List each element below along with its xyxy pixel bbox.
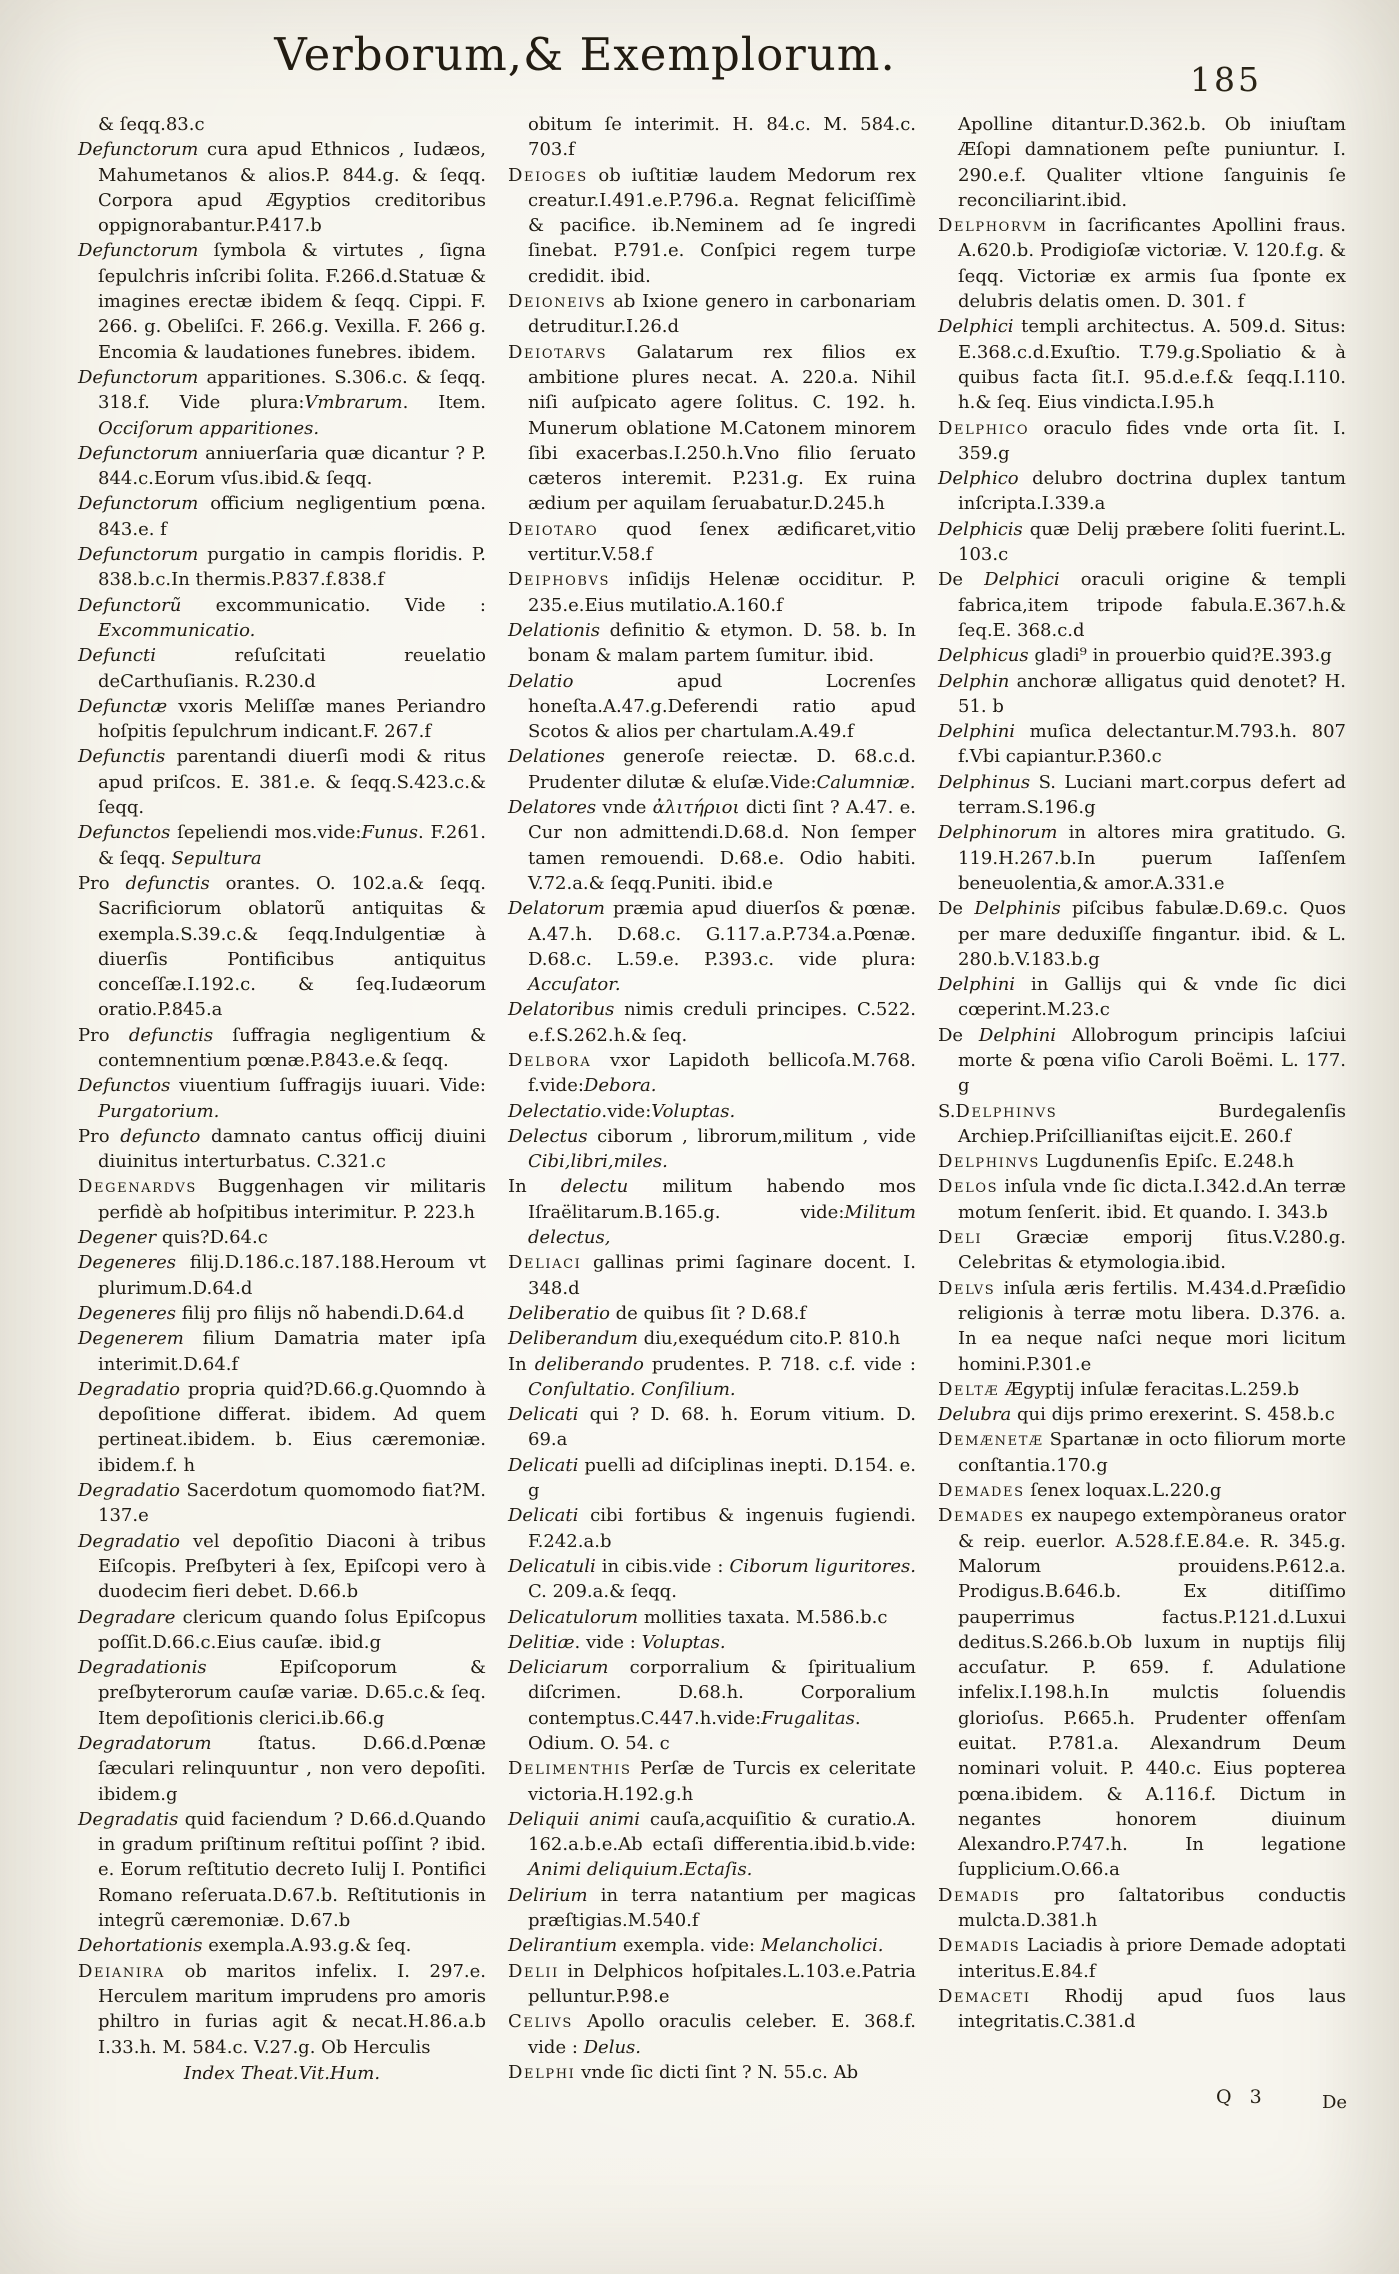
index-entry: Delos inſula vnde ſic dicta.I.342.d.An terræ motum ſenſerit. ibid. Et quando. I. 343.b	[938, 1176, 1346, 1223]
index-entry: Pro defunctis ſuffragia negligentium & contemnentium pœnæ.P.843.e.& ſeqq.	[78, 1024, 487, 1071]
index-entry: Delphico oraculo fides vnde orta ſit. I. 359.g	[938, 417, 1346, 464]
index-entry: Demadis pro ſaltatoribus conductis mulcta.D.381.h	[938, 1884, 1346, 1932]
running-title: Verborum,& Exemplorum.	[274, 28, 896, 81]
signature-mark: Q 3	[1216, 2086, 1268, 2108]
index-entry: Deliberatio de quibus ſit ? D.68.f	[508, 1302, 807, 1324]
index-entry: Defunctis parentandi diuerſi modi & ritus apud priſcos. E. 381.e. & ſeqq.S.423.c.& ſeqq.	[78, 746, 486, 819]
index-entry: De Delphici oraculi origine & templi fabrica,item tripode fabula.E.367.h.& ſeq.E. 368.c.d	[938, 569, 1346, 641]
index-entry: Pro defuncto damnato cantus officij diuini diuinitus interturbatus. C.321.c	[78, 1125, 486, 1173]
index-entry: Delphicus gladi⁹ in prouerbio quid?E.393.g	[938, 645, 1332, 667]
index-entry: Degenerem filium Damatria mater ipſa interimit.D.64.f	[78, 1328, 486, 1375]
index-entry: Delationis definitio & etymon. D. 58. b. In bonam & malam partem ſumitur. ibid.	[508, 619, 916, 667]
index-entry: obitum ſe interimit. H. 84.c. M. 584.c. 703.f	[528, 114, 916, 161]
index-entry: Deltæ Ægyptij inſulæ feracitas.L.259.b	[938, 1378, 1300, 1400]
index-entry: & ſeqq.83.c	[98, 114, 205, 135]
index-entry: Delicatuli in cibis.vide : Ciborum liguritores. C. 209.a.& ſeqq.	[508, 1555, 916, 1603]
index-entry: Deioges ob iuſtitiæ laudem Medorum rex creatur.I.491.e.P.796.a. Regnat feliciſſimè & pacifice. ib.Neminem ad ſe ingredi ſinebat. P.791.e. Conſpici regem turpe credidit. ibid.	[508, 164, 916, 287]
index-entry: Degener quis?D.64.c	[78, 1227, 268, 1249]
index-entry: Delbora vxor Lapidoth bellicoſa.M.768. f.vide:Debora.	[508, 1049, 916, 1097]
index-entry: Defunctorum cura apud Ethnicos , Iudæos, Mahumetanos & alios.P. 844.g. & ſeqq. Corpora apud Ægyptios creditoribus oppignorabantur.P.417.b	[78, 139, 486, 237]
page-number: 185	[1190, 60, 1262, 99]
index-column-2	[508, 112, 916, 2104]
index-entry: Deianira ob maritos infelix. I. 297.e. Herculem maritum imprudens pro amoris philtro in furias agit & necat.H.86.a.b I.33.h. M. 584.c. V.27.g. Ob Herculis	[78, 1960, 486, 2058]
index-entry: Degradationis Epiſcoporum & preſbyterorum cauſæ variæ. D.65.c.& ſeq. Item depoſitionis clerici.ib.66.g	[78, 1657, 486, 1729]
index-entry: Deiotarvs Galatarum rex filios ex ambitione plures necat. A. 220.a. Nihil niſi auſpicato agere ſolitus. C. 192. h. Munerum oblatione M.Catonem minorem ſibi exacerbas.I.250.h.Vno filio ſeruato cæteros interemit. P.231.g. Ex ruina ædium per aquilam ſeruabatur.D.245.h	[508, 341, 916, 515]
index-entry: In deliberando prudentes. P. 718. c.f. vide : Conſultatio. Conſilium.	[508, 1353, 916, 1400]
index-entry: Delirium in terra natantium per magicas præſtigias.M.540.f	[508, 1884, 916, 1932]
index-entry: In delectu militum habendo mos Iſraëlitarum.B.165.g. vide:Militum delectus,	[508, 1176, 916, 1249]
index-entry: Delphini muſica delectantur.M.793.h. 807 f.Vbi capiantur.P.360.c	[938, 721, 1346, 768]
index-entry: Delii in Delphicos hoſpitales.L.103.e.Patria pelluntur.P.98.e	[508, 1960, 916, 2007]
index-entry: Delimenthis Perſæ de Turcis ex celeritate victoria.H.192.g.h	[508, 1758, 916, 1805]
index-entry: Deliberandum diu,exequédum cito.P. 810.h	[508, 1328, 901, 1350]
index-entry: Demadis Laciadis à priore Demade adoptati interitus.E.84.f	[938, 1935, 1346, 1982]
index-entry: Delicati cibi fortibus & ingenuis fugiendi. F.242.a.b	[508, 1505, 916, 1552]
index-entry: Degradatis quid faciendum ? D.66.d.Quando in gradum priſtinum reſtitui poſſint ? ibid. e. Eorum reſtitutio decreto Iulij I. Pontifici Romano reſeruata.D.67.b. Reſtitutionis in integrũ cæremoniæ. D.67.b	[78, 1808, 486, 1932]
index-columns	[78, 112, 1346, 2104]
index-entry: Delphorvm in ſacrificantes Apollini fraus. A.620.b. Prodigioſæ victoriæ. V. 120.f.g. & ſeqq. Victoriæ ex armis ſua ſponte ex delubris delatis omen. D. 301. f	[938, 215, 1346, 313]
index-entry: Deioneivs ab Ixione genero in carbonariam detruditur.I.26.d	[508, 291, 916, 338]
index-entry: Delatores vnde ἀλιτήριοι dicti ſint ? A.47. e. Cur non admittendi.D.68.d. Non ſemper tamen remouendi. D.68.e. Odio habiti. V.72.a.& ſeqq.Puniti. ibid.e	[508, 797, 916, 894]
index-entry: Delphini in Gallijs qui & vnde ſic dici cœperint.M.23.c	[938, 974, 1346, 1021]
index-entry: Delatoribus nimis creduli principes. C.522. e.f.S.262.h.& ſeq.	[508, 999, 916, 1046]
index-entry: Defunctæ vxoris Meliſſæ manes Periandro hoſpitis ſepulchrum indicant.F. 267.f	[78, 695, 486, 743]
index-entry: Delationes generoſe reiectæ. D. 68.c.d. Prudenter dilutæ & eluſæ.Vide:Calumniæ.	[508, 746, 916, 793]
index-entry: Deliciarum corporralium & ſpiritualium diſcrimen. D.68.h. Corporalium contemptus.C.447.h.vide:Frugalitas. Odium. O. 54. c	[508, 1657, 916, 1754]
index-entry: Degradatio Sacerdotum quomomodo fiat?M. 137.e	[78, 1480, 486, 1527]
column1-footer-plate: Index Theat.Vit.Hum.	[183, 2062, 381, 2084]
index-entry: Delirantium exempla. vide: Melancholici.	[508, 1935, 884, 1957]
index-entry: Delicatulorum mollities taxata. M.586.b.c	[508, 1606, 888, 1628]
index-entry: Defunctorum officium negligentium pœna. 843.e. f	[78, 493, 486, 540]
index-entry: Delphinus S. Luciani mart.corpus defert ad terram.S.196.g	[938, 771, 1346, 819]
index-entry: Delatorum præmia apud diuerſos & pœnæ. A.47.h. D.68.c. G.117.a.P.734.a.Pœnæ. D.68.c. L.59.e. P.393.c. vide plura: Accuſator.	[508, 898, 916, 996]
index-entry: Defunctorum apparitiones. S.306.c. & ſeqq. 318.f. Vide plura:Vmbrarum. Item. Occiſorum apparitiones.	[78, 366, 486, 439]
index-entry: Delectus ciborum , librorum,militum , vide Cibi,libri,miles.	[508, 1125, 916, 1173]
index-entry: Delitiæ. vide : Voluptas.	[508, 1631, 726, 1653]
index-entry: Demaceti Rhodij apud ſuos laus integritatis.C.381.d	[938, 1985, 1346, 2033]
index-entry: Delphici templi architectus. A. 509.d. Situs: E.368.c.d.Exuſtio. T.79.g.Spoliatio & à quibus facta ſit.I. 95.d.e.f.& ſeqq.I.110. h.& ſeq. Eius vindicta.I.95.h	[938, 316, 1346, 414]
index-entry: Defunctorum ſymbola & virtutes , ſigna ſepulchris inſcribi ſolita. F.266.d.Statuæ & imagines erectæ ibidem & ſeqq. Cippi. F. 266. g. Obeliſci. F. 266.g. Vexilla. F. 266 g. Encomia & laudationes funebres. ibidem.	[78, 240, 486, 363]
index-entry: Delubra qui dijs primo erexerint. S. 458.b.c	[938, 1404, 1335, 1426]
index-entry: Delphinorum in altores mira gratitudo. G. 119.H.267.b.In puerum Iaſſenſem beneuolentia,& amor.A.331.e	[938, 822, 1346, 894]
index-entry: Degeneres filij.D.186.c.187.188.Heroum vt plurimum.D.64.d	[78, 1252, 486, 1299]
index-entry: Demades ex naupego extempòraneus orator & reip. euerlor. A.528.f.E.84.e. R. 345.g. Malorum prouidens.P.612.a. Prodigus.B.646.b. Ex ditiſſimo pauperrimus factus.P.121.d.Luxui deditus.S.266.b.Ob luxum in nuptijs filij accuſatur. P. 659. f. Adulatione infelix.I.198.h.In mulctis ſoluendis glorioſus. P.665.h. Prudenter offenſam euitat. P.781.a. Alexandrum Deum nominari voluit. P. 440.c. Eius popterea pœna.ibidem. & A.116.f. Dictum in negantes honorem diuinum Alexandro.P.747.h. In legatione ſupplicium.O.66.a	[938, 1505, 1346, 1881]
index-entry: Delicati puelli ad diſciplinas inepti. D.154. e. g	[508, 1454, 916, 1502]
index-entry: Pro defunctis orantes. O. 102.a.& ſeqq. Sacrificiorum oblatorũ antiquitas & exempla.S.39.c.& ſeqq.Indulgentiæ à diuerſis Pontificibus antiquitus conceſſæ.I.192.c. & ſeq.Iudæorum oratio.P.845.a	[78, 872, 486, 1021]
index-entry: Defunctorum purgatio in campis floridis. P. 838.b.c.In thermis.P.837.f.838.f	[78, 544, 486, 591]
index-entry: Apolline ditantur.D.362.b. Ob iniuſtam Æſopi damnationem peſte puniuntur. I. 290.e.f. Qualiter vltione ſanguinis ſe reconciliarint.ibid.	[958, 114, 1346, 211]
index-entry: Deiphobvs inſidijs Helenæ occiditur. P. 235.e.Eius mutilatio.A.160.f	[508, 569, 916, 616]
index-entry: De Delphinis piſcibus fabulæ.D.69.c. Quos per mare deduxiſſe fingantur. ibid. & L. 280.b.V.183.b.g	[938, 898, 1346, 970]
index-entry: Delphinvs Lugdunenſis Epiſc. E.248.h	[938, 1151, 1295, 1173]
index-entry: Deliaci gallinas primi ſaginare docent. I. 348.d	[508, 1252, 916, 1299]
index-entry: Delphin anchoræ alligatus quid denotet? H. 51. b	[938, 670, 1346, 717]
index-entry: Delicati qui ? D. 68. h. Eorum vitium. D. 69.a	[508, 1404, 916, 1451]
index-entry: Delphico delubro doctrina duplex tantum inſcripta.I.339.a	[938, 468, 1346, 515]
index-entry: Defunctorũ excommunicatio. Vide : Excommunicatio.	[78, 594, 486, 641]
index-entry: Degradatio vel depoſitio Diaconi à tribus Eiſcopis. Preſbyteri à ſex, Epiſcopi vero à duodecim fieri debet. D.66.b	[78, 1530, 486, 1603]
catchword: De	[1322, 2092, 1348, 2113]
index-entry: Deli Græciæ emporij ſitus.V.280.g. Celebritas & etymologia.ibid.	[938, 1227, 1346, 1274]
index-entry: Delatio apud Locrenſes honeſta.A.47.g.Deferendi ratio apud Scotos & alios per chartulam.A.49.f	[508, 670, 916, 743]
index-entry: Defunctorum anniuerſaria quæ dicantur ? P. 844.c.Eorum vſus.ibid.& ſeqq.	[78, 442, 486, 490]
index-column-1	[78, 112, 486, 2104]
index-entry: Demades ſenex loquax.L.220.g	[938, 1480, 1222, 1502]
index-entry: Deiotaro quod ſenex ædificaret,vitio vertitur.V.58.f	[508, 518, 916, 566]
index-entry: Deliquii animi cauſa,acquiſitio & curatio.A. 162.a.b.e.Ab ectaſi differentia.ibid.b.vide: Animi deliquium.Ectaſis.	[508, 1808, 916, 1881]
index-entry: Degeneres filij pro filijs nõ habendi.D.64.d	[78, 1302, 465, 1324]
index-column-3	[938, 112, 1346, 2104]
index-entry: Degradatio propria quid?D.66.g.Quomndo à depoſitione differat. ibidem. Ad quem pertineat.ibidem. b. Eius cæremoniæ. ibidem.f. h	[78, 1378, 486, 1476]
index-entry: Degenardvs Buggenhagen vir militaris perfidè ab hoſpitibus interimitur. P. 223.h	[78, 1176, 486, 1223]
index-entry: Delphicis quæ Delij præbere ſoliti fuerint.L. 103.c	[938, 518, 1346, 566]
index-entry: Delvs inſula æris fertilis. M.434.d.Præſidio religionis à terræ motu libera. D.376. a. In ea neque naſci neque mori licitum homini.P.301.e	[938, 1277, 1346, 1375]
index-entry: Celivs Apollo oraculis celeber. E. 368.f. vide : Delus.	[508, 2011, 916, 2058]
index-entry: Defunctos ſepeliendi mos.vide:Funus. F.261. & ſeqq. Sepultura	[78, 822, 487, 869]
index-entry: Degradare clericum quando ſolus Epiſcopus poſſit.D.66.c.Eius cauſæ. ibid.g	[78, 1606, 486, 1653]
index-entry: Defunctos viuentium ſuffragijs iuuari. Vide: Purgatorium.	[78, 1075, 486, 1122]
index-entry: Demænetæ Spartanæ in octo filiorum morte conſtantia.170.g	[938, 1429, 1346, 1476]
index-entry: Delphi vnde ſic dicti ſint ? N. 55.c. Ab	[508, 2061, 859, 2083]
index-entry: Delectatio.vide:Voluptas.	[508, 1100, 736, 1122]
index-entry: S.Delphinvs Burdegalenſis Archiep.Priſcillianiſtas eijcit.E. 260.f	[938, 1100, 1346, 1147]
index-entry: Defuncti reſuſcitati reuelatio deCarthuſianis. R.230.d	[78, 645, 486, 692]
index-entry: De Delphini Allobrogum principis laſciui morte & pœna viſio Caroli Boëmi. L. 177. g	[938, 1024, 1346, 1097]
index-entry: Degradatorum ſtatus. D.66.d.Pœnæ ſæculari relinquuntur , non vero depoſiti. ibidem.g	[78, 1733, 486, 1805]
index-entry: Dehortationis exempla.A.93.g.& ſeq.	[78, 1935, 412, 1957]
